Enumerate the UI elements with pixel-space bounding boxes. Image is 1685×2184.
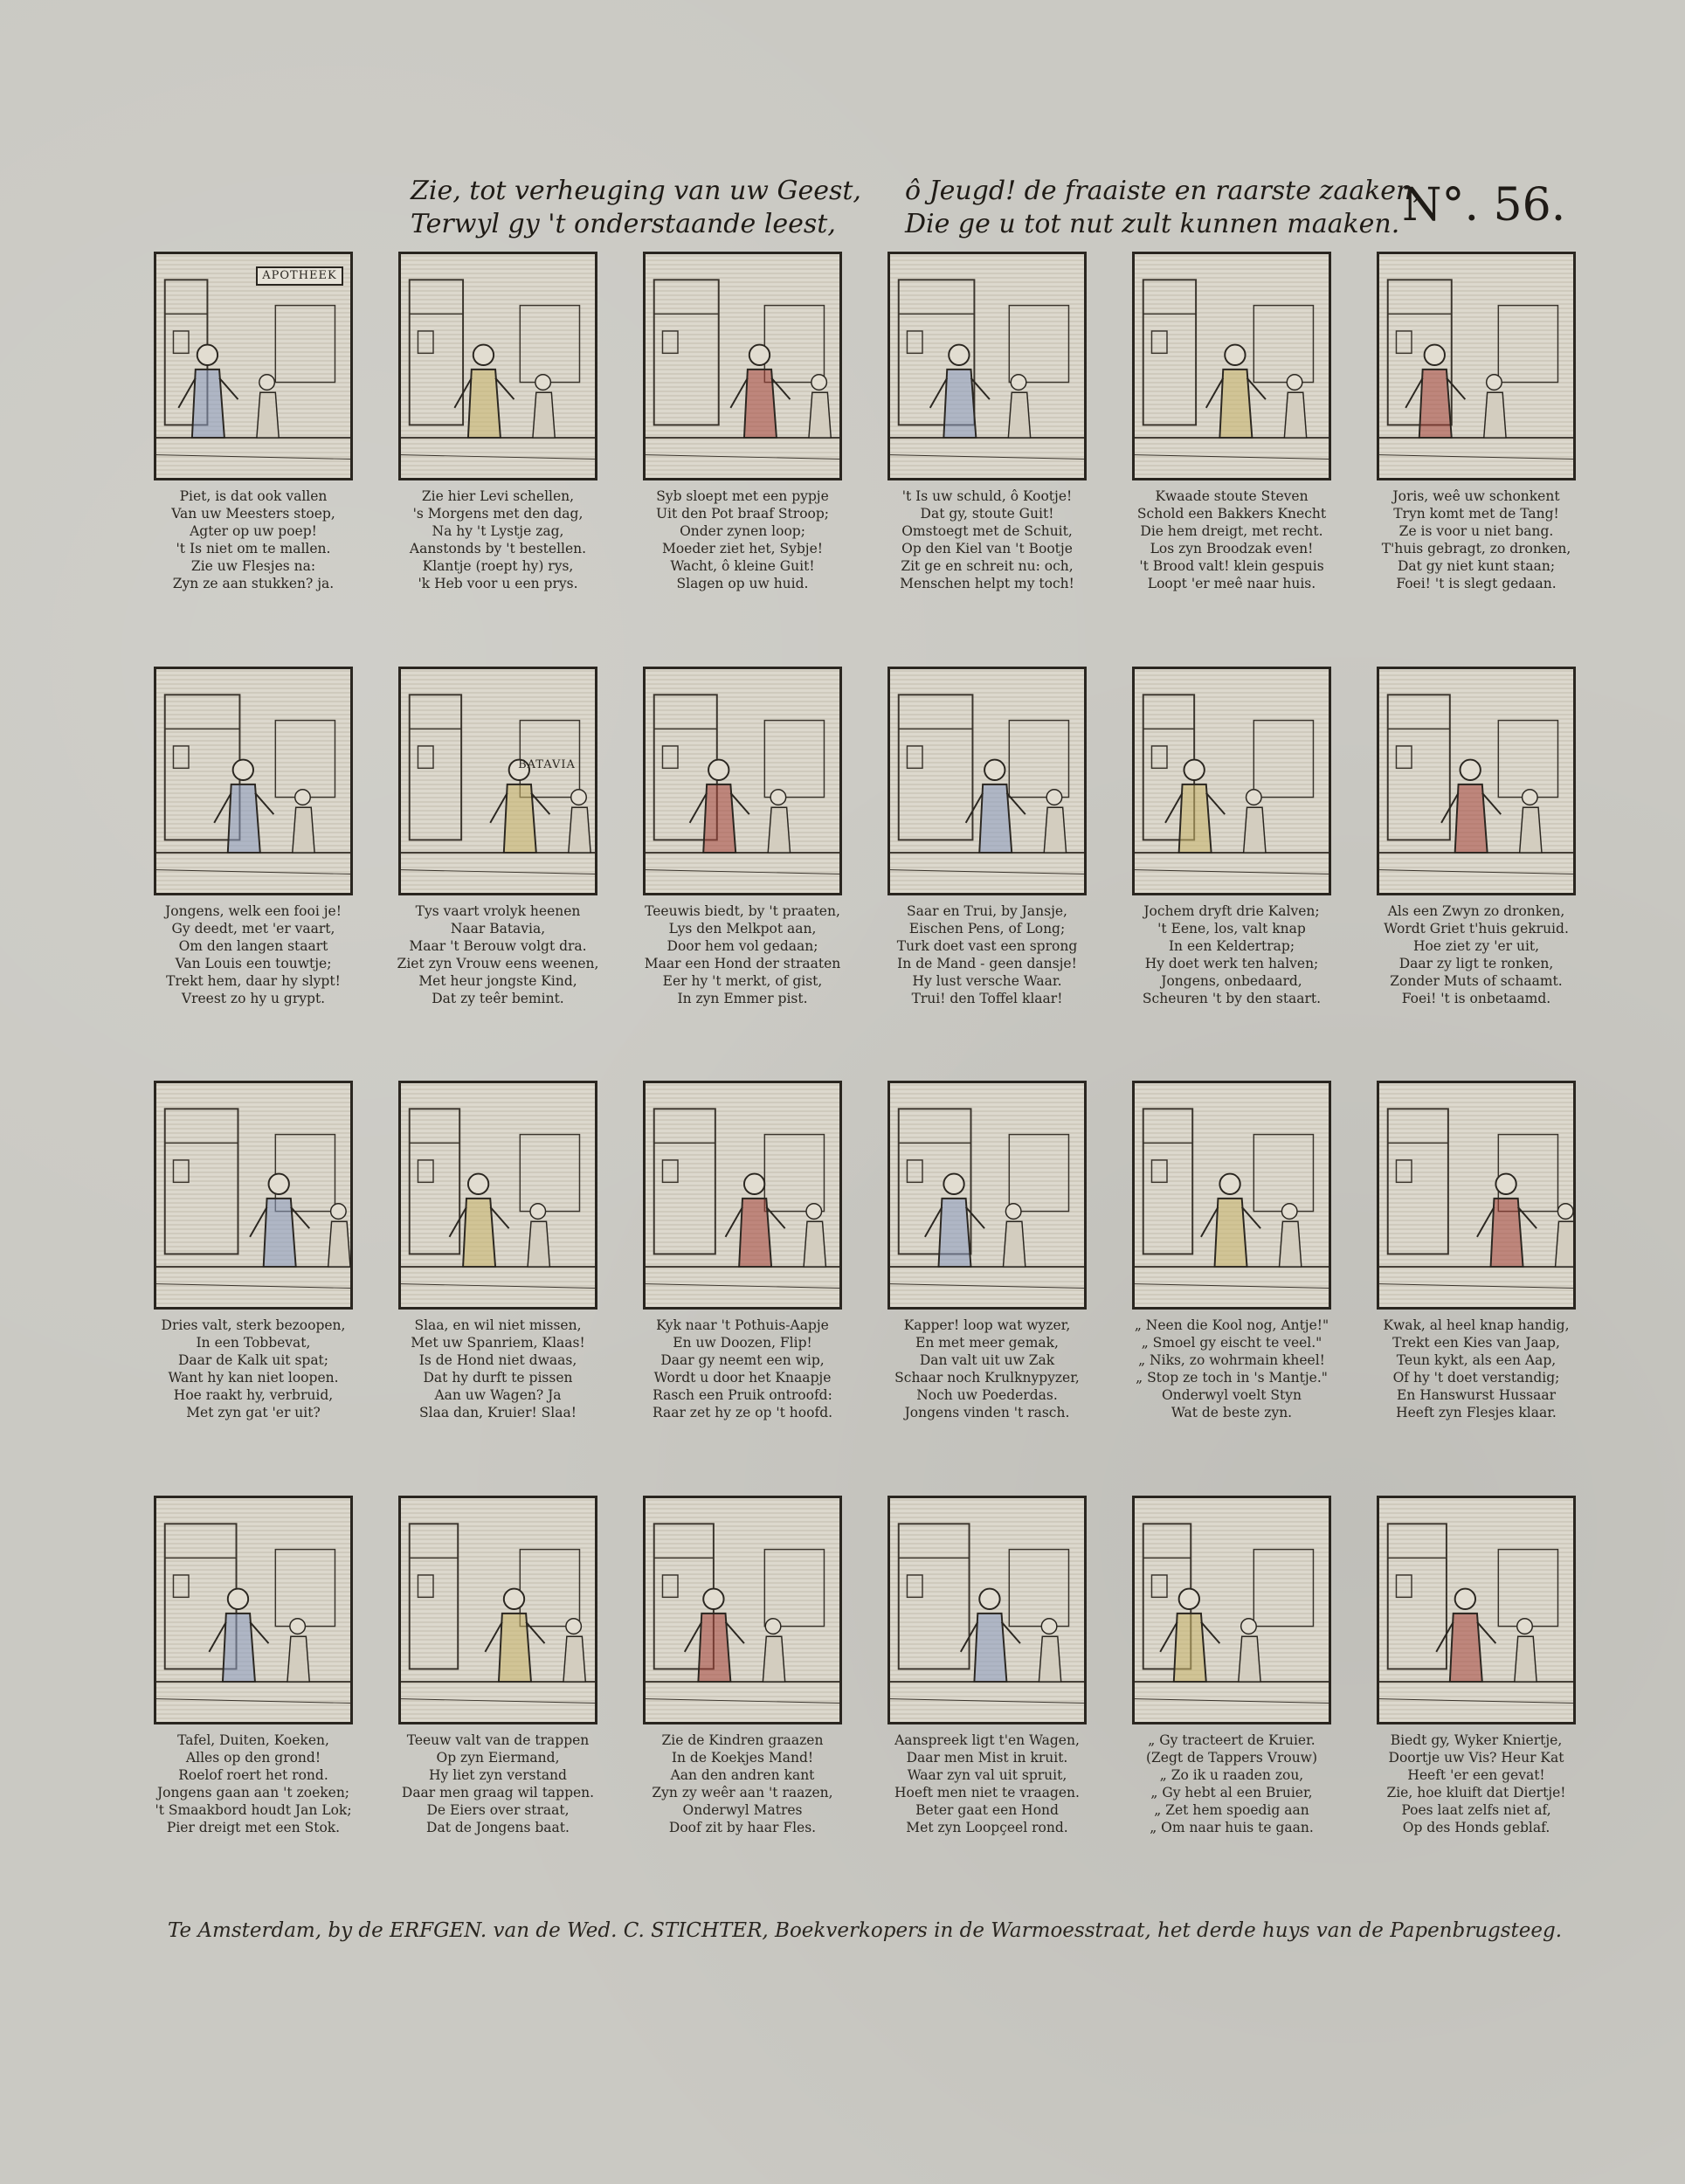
verse-caption xyxy=(389,487,607,592)
prints-grid xyxy=(144,252,1585,1892)
verse-line: Hoe ziet zy 'er uit, xyxy=(1412,937,1540,954)
woodcut-illustration xyxy=(1377,667,1576,895)
verse-line: Slagen op uw huid. xyxy=(676,576,809,591)
woodcut-illustration xyxy=(643,252,842,480)
verse-caption xyxy=(878,1731,1096,1836)
verse-line: Slaa, en wil niet missen, xyxy=(414,1317,582,1333)
verse-caption xyxy=(1367,1317,1585,1421)
verse-line: Hoeft men niet te vraagen. xyxy=(894,1784,1080,1800)
verse-line: Maar 't Berouw volgt dra. xyxy=(409,937,587,954)
verse-line: Rasch een Pruik ontroofd: xyxy=(653,1387,832,1403)
verse-caption xyxy=(878,902,1096,1007)
scene-sketch xyxy=(646,1083,839,1307)
print-cell xyxy=(144,1496,363,1893)
print-cell xyxy=(1367,1496,1585,1893)
verse-line: Ziet zyn Vrouw eens weenen, xyxy=(397,955,599,971)
woodcut-illustration xyxy=(398,667,597,895)
print-cell xyxy=(1122,252,1341,649)
woodcut-illustration xyxy=(887,252,1087,480)
title-left xyxy=(411,175,861,245)
verse-line: Vreest zo hy u grypt. xyxy=(181,990,326,1006)
verse-line: 's Morgens met den dag, xyxy=(412,506,584,522)
title-verse xyxy=(411,175,1421,245)
verse-line: Eischen Pens, of Long; xyxy=(908,920,1066,936)
scene-sketch xyxy=(646,254,839,478)
print-cell xyxy=(144,1081,363,1478)
title-right-line-2: Die ge u tot nut zult kunnen maaken. xyxy=(904,209,1400,239)
title-left-line-1: Zie, tot verheuging van uw Geest, xyxy=(411,176,861,206)
verse-line: Aan den andren kant xyxy=(670,1766,815,1783)
scene-sketch xyxy=(1379,669,1573,893)
print-cell xyxy=(633,1081,852,1478)
verse-line: Jongens gaan aan 't zoeken; xyxy=(156,1784,350,1800)
print-cell xyxy=(144,667,363,1064)
verse-line: „ Zo ik u raaden zou, xyxy=(1159,1766,1304,1783)
scene-sketch xyxy=(1135,254,1329,478)
scene-sketch xyxy=(156,1083,350,1307)
verse-line: Joris, weê uw schonkent xyxy=(1392,488,1560,504)
verse-line: In de Koekjes Mand! xyxy=(671,1749,814,1766)
verse-line: Zie hier Levi schellen, xyxy=(421,488,575,504)
verse-line: Is de Hond niet dwaas, xyxy=(418,1352,577,1368)
verse-line: Trekt een Kies van Jaap, xyxy=(1392,1335,1560,1351)
verse-line: Daar men Mist in kruit. xyxy=(906,1749,1068,1766)
apotheek-sign: APOTHEEK xyxy=(256,266,343,286)
title-right-line-1: ô Jeugd! de fraaiste en raarste zaaken, xyxy=(904,176,1421,206)
scene-sketch xyxy=(401,254,595,478)
print-cell xyxy=(389,1496,607,1893)
title-right xyxy=(905,175,1421,245)
verse-line: Naar Batavia, xyxy=(450,920,546,936)
verse-line: „ Zet hem spoedig aan xyxy=(1154,1801,1309,1818)
verse-line: Aan uw Wagen? Ja xyxy=(434,1387,562,1403)
verse-line: Jongens vinden 't rasch. xyxy=(904,1405,1070,1420)
verse-line: Als een Zwyn zo dronken, xyxy=(1387,902,1565,919)
verse-line: T'huis gebragt, zo dronken, xyxy=(1381,541,1571,556)
verse-caption xyxy=(144,1731,363,1836)
verse-caption xyxy=(144,1317,363,1421)
verse-line: Maar een Hond der straaten xyxy=(644,955,841,971)
verse-caption xyxy=(1122,487,1341,592)
print-cell xyxy=(878,252,1096,649)
print-cell xyxy=(389,252,607,649)
batavia-label: BATAVIA xyxy=(518,757,576,771)
verse-line: Met heur jongste Kind, xyxy=(418,972,577,989)
verse-line: „ Gy tracteert de Kruier. xyxy=(1148,1731,1316,1748)
verse-line: Daar men graag wil tappen. xyxy=(401,1784,595,1800)
woodcut-illustration xyxy=(887,1081,1087,1310)
verse-line: Menschen helpt my toch! xyxy=(900,576,1074,591)
scene-sketch xyxy=(401,1083,595,1307)
woodcut-illustration xyxy=(1132,1496,1331,1724)
scene-sketch xyxy=(1135,1498,1329,1722)
verse-line: Dat de Jongens baat. xyxy=(426,1819,570,1835)
verse-line: Heeft zyn Flesjes klaar. xyxy=(1396,1405,1557,1420)
verse-line: De Eiers over straat, xyxy=(426,1801,570,1818)
verse-line: 't Is uw schuld, ô Kootje! xyxy=(901,488,1073,504)
verse-line: Hoe raakt hy, verbruid, xyxy=(173,1387,334,1403)
woodcut-illustration xyxy=(154,252,353,480)
verse-line: „ Om naar huis te gaan. xyxy=(1150,1819,1314,1835)
verse-line: Turk doet vast een sprong xyxy=(896,937,1078,954)
verse-line: Kwak, al heel knap handig, xyxy=(1383,1317,1570,1333)
verse-line: Tys vaart vrolyk heenen xyxy=(415,902,581,919)
verse-line: Syb sloept met een pypje xyxy=(656,488,829,504)
woodcut-illustration xyxy=(887,1496,1087,1724)
verse-caption xyxy=(633,1731,852,1836)
scene-sketch xyxy=(156,1498,350,1722)
verse-line: En Hanswurst Hussaar xyxy=(1397,1387,1556,1403)
verse-line: Doof zit by haar Fles. xyxy=(668,1819,817,1835)
verse-caption xyxy=(144,902,363,1007)
verse-line: Zyn ze aan stukken? ja. xyxy=(172,576,335,591)
verse-line: Uit den Pot braaf Stroop; xyxy=(655,506,829,522)
print-cell xyxy=(1122,1496,1341,1893)
verse-line: Van Louis een touwtje; xyxy=(175,955,332,971)
verse-line: In een Tobbevat, xyxy=(196,1335,311,1351)
verse-line: Op des Honds geblaf. xyxy=(1402,1819,1550,1835)
verse-line: Dat zy teêr bemint. xyxy=(432,990,564,1006)
verse-line: Lys den Melkpot aan, xyxy=(668,920,817,936)
woodcut-illustration xyxy=(1377,252,1576,480)
verse-line: Hy lust versche Waar. xyxy=(912,972,1062,989)
verse-line: Jongens, welk een fooi je! xyxy=(165,902,342,919)
sheet-number: N°. 56. xyxy=(1402,179,1566,232)
verse-line: Foei! 't is slegt gedaan. xyxy=(1396,576,1557,591)
verse-line: Hy doet werk ten halven; xyxy=(1144,955,1319,971)
verse-caption xyxy=(144,487,363,592)
print-cell xyxy=(633,667,852,1064)
verse-line: Hy liet zyn verstand xyxy=(429,1766,567,1783)
verse-line: Omstoegt met de Schuit, xyxy=(901,523,1073,539)
verse-line: „ Niks, zo wohrmain kheel! xyxy=(1138,1352,1325,1368)
verse-line: Pier dreigt met een Stok. xyxy=(166,1819,341,1835)
print-cell xyxy=(878,667,1096,1064)
verse-caption xyxy=(389,902,607,1007)
verse-line: „ Neen die Kool nog, Antje!" xyxy=(1134,1317,1329,1333)
verse-line: Zie uw Flesjes na: xyxy=(190,558,316,574)
verse-line: 't Eene, los, valt knap xyxy=(1157,920,1306,936)
print-cell xyxy=(878,1081,1096,1478)
verse-line: Klantje (roept hy) rys, xyxy=(422,558,574,574)
verse-line: Teeuwis biedt, by 't praaten, xyxy=(645,902,840,919)
verse-line: Om den langen staart xyxy=(178,937,328,954)
verse-line: Trekt hem, daar hy slypt! xyxy=(166,972,341,989)
verse-line: Met zyn Loopçeel rond. xyxy=(906,1819,1068,1835)
verse-line: Kyk naar 't Pothuis-Aapje xyxy=(656,1317,829,1333)
verse-line: 't Brood valt! klein gespuis xyxy=(1139,558,1324,574)
scene-sketch xyxy=(646,669,839,893)
verse-line: Na hy 't Lystje zag, xyxy=(432,523,564,539)
scene-sketch xyxy=(1135,669,1329,893)
verse-line: Wacht, ô kleine Guit! xyxy=(670,558,815,574)
verse-line: Dat gy niet kunt staan; xyxy=(1397,558,1556,574)
verse-line: Of hy 't doet verstandig; xyxy=(1392,1370,1560,1386)
verse-line: 't Is niet om te mallen. xyxy=(176,541,331,556)
verse-line: 'k Heb voor u een prys. xyxy=(418,576,578,591)
scene-sketch xyxy=(890,254,1084,478)
verse-line: Kapper! loop wat wyzer, xyxy=(903,1317,1071,1333)
verse-line: Ze is voor u niet bang. xyxy=(1398,523,1554,539)
scene-sketch xyxy=(890,1083,1084,1307)
verse-line: Waar zyn val uit spruit, xyxy=(907,1766,1067,1783)
verse-line: Kwaade stoute Steven xyxy=(1155,488,1309,504)
verse-line: Beter gaat een Hond xyxy=(915,1801,1059,1818)
verse-caption xyxy=(1122,1317,1341,1421)
scene-sketch xyxy=(890,1498,1084,1722)
verse-line: Heeft 'er een gevat! xyxy=(1407,1766,1545,1783)
woodcut-illustration xyxy=(398,1496,597,1724)
print-cell xyxy=(878,1496,1096,1893)
verse-line: Teun kykt, als een Aap, xyxy=(1396,1352,1557,1368)
verse-line: Dan valt uit uw Zak xyxy=(919,1352,1055,1368)
print-cell xyxy=(1367,667,1585,1064)
verse-line: Dat gy, stoute Guit! xyxy=(920,506,1054,522)
print-cell xyxy=(144,252,363,649)
verse-caption xyxy=(1122,1731,1341,1836)
woodcut-illustration xyxy=(1132,252,1331,480)
verse-line: Teeuw valt van de trappen xyxy=(406,1731,590,1748)
verse-line: Zyn zy weêr aan 't raazen, xyxy=(652,1784,833,1800)
verse-line: Schaar noch Krulknypyzer, xyxy=(894,1370,1080,1386)
verse-line: En uw Doozen, Flip! xyxy=(673,1335,812,1351)
verse-line: Dries valt, sterk bezoopen, xyxy=(161,1317,346,1333)
verse-line: Jongens, onbedaard, xyxy=(1161,972,1302,989)
print-cell xyxy=(1367,1081,1585,1478)
print-cell xyxy=(1122,667,1341,1064)
verse-line: Zit ge en schreit nu: och, xyxy=(901,558,1074,574)
verse-line: Los zyn Broodzak even! xyxy=(1150,541,1314,556)
woodcut-illustration xyxy=(154,1081,353,1310)
verse-line: „ Stop ze toch in 's Mantje." xyxy=(1136,1370,1328,1386)
verse-caption xyxy=(633,1317,852,1421)
print-cell xyxy=(389,667,607,1064)
verse-line: Onder zynen loop; xyxy=(680,523,805,539)
woodcut-illustration xyxy=(887,667,1087,895)
verse-line: Met uw Spanriem, Klaas! xyxy=(411,1335,585,1351)
verse-line: Loopt 'er meê naar huis. xyxy=(1147,576,1316,591)
scene-sketch xyxy=(401,669,595,893)
verse-line: (Zegt de Tappers Vrouw) xyxy=(1145,1749,1317,1766)
verse-line: Door hem vol gedaan; xyxy=(666,937,818,954)
title-left-line-2: Terwyl gy 't onderstaande leest, xyxy=(411,209,836,239)
verse-line: Wordt u door het Knaapje xyxy=(653,1370,832,1386)
verse-line: Onderwyl voelt Styn xyxy=(1161,1387,1302,1403)
verse-line: Foei! 't is onbetaamd. xyxy=(1401,990,1551,1006)
woodcut-illustration xyxy=(154,1496,353,1724)
verse-line: Scheuren 't by den staart. xyxy=(1142,990,1322,1006)
verse-line: In zyn Emmer pist. xyxy=(677,990,808,1006)
print-cell xyxy=(1122,1081,1341,1478)
woodcut-illustration xyxy=(643,1081,842,1310)
verse-line: Trui! den Toffel klaar! xyxy=(911,990,1063,1006)
verse-line: Slaa dan, Kruier! Slaa! xyxy=(419,1405,577,1420)
verse-caption xyxy=(633,487,852,592)
print-cell xyxy=(633,252,852,649)
woodcut-illustration xyxy=(154,667,353,895)
verse-line: Die hem dreigt, met recht. xyxy=(1140,523,1323,539)
verse-line: In de Mand - geen dansje! xyxy=(897,955,1077,971)
scene-sketch xyxy=(890,669,1084,893)
verse-line: Wordt Griet t'huis gekruid. xyxy=(1384,920,1569,936)
verse-line: „ Smoel gy eischt te veel." xyxy=(1141,1335,1322,1351)
verse-caption xyxy=(1367,1731,1585,1836)
woodcut-illustration xyxy=(1132,667,1331,895)
verse-caption xyxy=(633,902,852,1007)
verse-line: Zie, hoe kluift dat Diertje! xyxy=(1386,1784,1566,1800)
scene-sketch xyxy=(1135,1083,1329,1307)
verse-line: Doortje uw Vis? Heur Kat xyxy=(1388,1749,1564,1766)
verse-line: Onderwyl Matres xyxy=(682,1801,803,1818)
scene-sketch xyxy=(646,1498,839,1722)
verse-line: 't Smaakbord houdt Jan Lok; xyxy=(155,1801,352,1818)
verse-line: Tryn komt met de Tang! xyxy=(1393,506,1559,522)
verse-line: Roelof roert het rond. xyxy=(178,1766,328,1783)
verse-line: Aanstonds by 't bestellen. xyxy=(409,541,587,556)
verse-line: Aanspreek ligt t'en Wagen, xyxy=(894,1731,1080,1748)
woodcut-illustration xyxy=(398,1081,597,1310)
verse-line: Alles op den grond! xyxy=(185,1749,321,1766)
scene-sketch xyxy=(1379,254,1573,478)
verse-line: Jochem dryft drie Kalven; xyxy=(1143,902,1320,919)
woodcut-illustration xyxy=(643,667,842,895)
verse-line: Schold een Bakkers Knecht xyxy=(1136,506,1327,522)
verse-line: Biedt gy, Wyker Kniertje, xyxy=(1390,1731,1563,1748)
colophon: Te Amsterdam, by de ERFGEN. van de Wed. C. STICHTER, Boekverkopers in de Warmoesstraat, het derde huys van de Papenbrugsteeg. xyxy=(167,1919,1563,1942)
verse-line: En met meer gemak, xyxy=(915,1335,1059,1351)
scene-sketch xyxy=(1379,1083,1573,1307)
verse-line: Saar en Trui, by Jansje, xyxy=(907,902,1067,919)
verse-line: Van uw Meesters stoep, xyxy=(171,506,335,522)
verse-line: Met zyn gat 'er uit? xyxy=(186,1405,321,1420)
verse-caption xyxy=(1122,902,1341,1007)
verse-line: Op den Kiel van 't Bootje xyxy=(901,541,1073,556)
print-cell xyxy=(1367,252,1585,649)
verse-line: In een Keldertrap; xyxy=(1168,937,1295,954)
verse-line: Op zyn Eiermand, xyxy=(436,1749,560,1766)
verse-caption xyxy=(1367,902,1585,1007)
scene-sketch xyxy=(156,669,350,893)
woodcut-illustration xyxy=(1377,1081,1576,1310)
verse-line: Moeder ziet het, Sybje! xyxy=(661,541,823,556)
scene-sketch xyxy=(401,1498,595,1722)
verse-caption xyxy=(389,1317,607,1421)
verse-line: Gy deedt, met 'er vaart, xyxy=(171,920,335,936)
verse-line: Dat hy durft te pissen xyxy=(423,1370,573,1386)
verse-caption xyxy=(1367,487,1585,592)
verse-line: „ Gy hebt al een Bruier, xyxy=(1150,1784,1313,1800)
verse-line: Tafel, Duiten, Koeken, xyxy=(177,1731,329,1748)
verse-line: Eer hy 't merkt, of gist, xyxy=(662,972,823,989)
verse-line: Poes laat zelfs niet af, xyxy=(1401,1801,1551,1818)
verse-line: Daar gy neemt een wip, xyxy=(660,1352,825,1368)
scene-sketch xyxy=(156,254,350,478)
woodcut-illustration xyxy=(1132,1081,1331,1310)
verse-line: Daar de Kalk uit spat; xyxy=(177,1352,329,1368)
verse-line: Agter op uw poep! xyxy=(190,523,317,539)
verse-line: Wat de beste zyn. xyxy=(1171,1405,1293,1420)
scene-sketch xyxy=(1379,1498,1573,1722)
verse-caption xyxy=(389,1731,607,1836)
verse-line: Want hy kan niet loopen. xyxy=(168,1370,339,1386)
woodcut-illustration xyxy=(398,252,597,480)
verse-line: Noch uw Poederdas. xyxy=(916,1387,1058,1403)
verse-line: Raar zet hy ze op 't hoofd. xyxy=(652,1405,833,1420)
verse-line: Zie de Kindren graazen xyxy=(661,1731,824,1748)
verse-caption xyxy=(878,487,1096,592)
verse-line: Piet, is dat ook vallen xyxy=(179,488,328,504)
verse-caption xyxy=(878,1317,1096,1421)
print-cell xyxy=(389,1081,607,1478)
verse-line: Daar zy ligt te ronken, xyxy=(1398,955,1554,971)
woodcut-illustration xyxy=(1377,1496,1576,1724)
woodcut-illustration xyxy=(643,1496,842,1724)
verse-line: Zonder Muts of schaamt. xyxy=(1390,972,1563,989)
print-cell xyxy=(633,1496,852,1893)
